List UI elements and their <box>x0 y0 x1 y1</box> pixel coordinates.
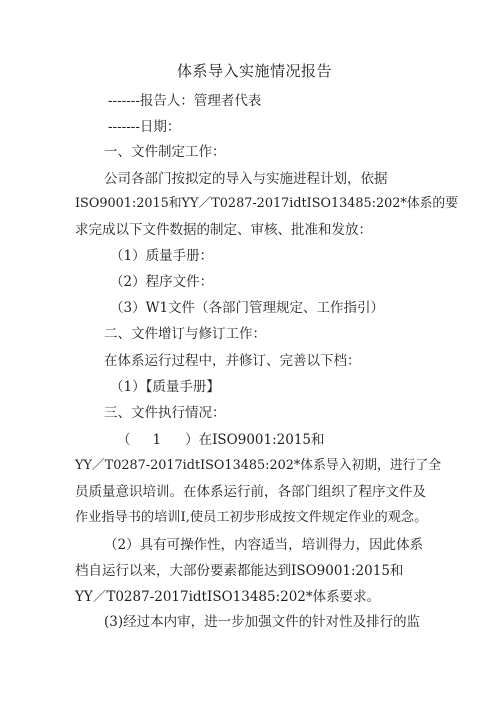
section3-paragraph-line: 作业指导书的培训I,使员工初步形成按文件规定作业的观念。 <box>75 510 428 525</box>
section1-paragraph-line: ISO9001:2015和YY／T0287-2017idtISO13485:202*体系的要 <box>75 196 459 211</box>
section3-paragraph-line: YY／T0287-2017idtISO13485:202*体系导入初期，进行了全 <box>75 458 442 473</box>
section3-paragraph-line: 档自运行以来，大部份要素都能达到ISO9001:2015和 <box>75 563 404 579</box>
section1-paragraph-line: 公司各部门按拟定的导入与实施进程计划，依据 <box>104 171 388 187</box>
section1-paragraph-line: 求完成以下文件数据的制定、审核、批准和发放： <box>75 222 372 238</box>
paren-close-text: ）在ISO9001:2015和 <box>185 432 325 448</box>
section1-list-item: （2）程序文件： <box>110 274 214 290</box>
section3-paragraph-line <box>117 431 325 449</box>
paren-open: （ <box>117 432 131 448</box>
section3-paragraph-line: (3)经过本内审，进一步加强文件的针对性及排行的监 <box>104 614 421 630</box>
reporter-line: -------报告人：管理者代表 <box>108 93 262 109</box>
section1-list-item: （3）W1文件（各部门管理规定、工作指引） <box>110 300 385 316</box>
section2-list-item: （1）【质量手册】 <box>110 379 220 395</box>
item-number: 1 <box>152 432 162 448</box>
document-title: 体系导入实施情况报告 <box>177 62 333 80</box>
section3-paragraph-line: （2）具有可操作性，内容适当，培训得力，因此体系 <box>104 537 424 553</box>
section2-heading: 二、文件增订与修订工作： <box>104 326 266 342</box>
section1-list-item: （1）质量手册： <box>110 248 214 264</box>
section2-paragraph: 在体系运行过程中，并修订、完善以下档： <box>104 353 361 369</box>
section3-paragraph-line: 员质量意识培训。在体系运行前，各部门组织了程序文件及 <box>75 484 426 500</box>
section3-paragraph-line: YY／T0287-2017idtISO13485:202*体系要求。 <box>75 589 381 605</box>
section3-heading: 三、文件执行情况： <box>104 405 226 421</box>
date-line: -------日期： <box>108 119 181 135</box>
section1-heading: 一、文件制定工作： <box>104 144 226 160</box>
